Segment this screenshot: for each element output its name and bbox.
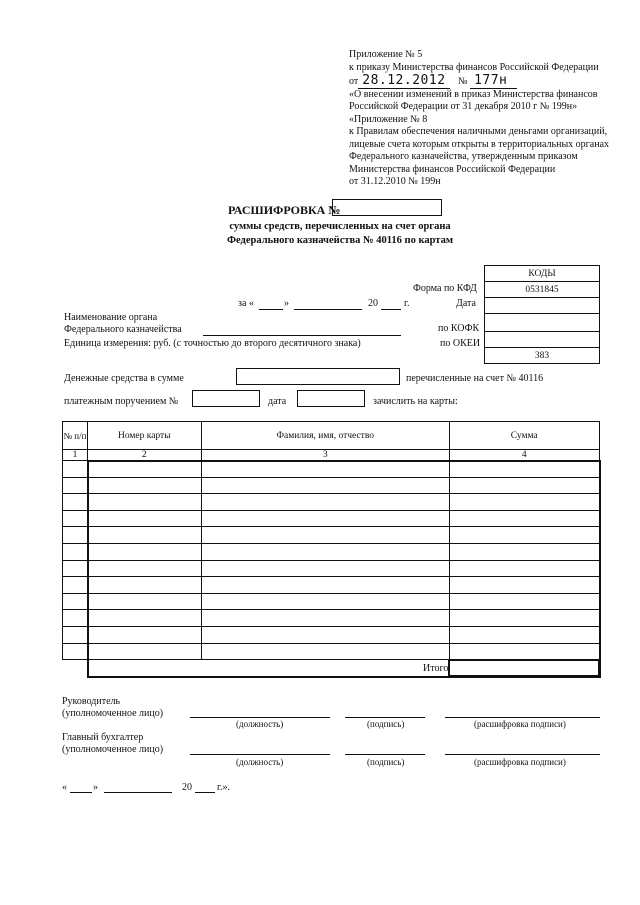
- appendix-line: Приложение № 5: [349, 49, 423, 60]
- acc-position-field[interactable]: [190, 754, 330, 755]
- row-number-cell[interactable]: [63, 461, 88, 478]
- col-number-3: 3: [201, 450, 449, 461]
- row-number-cell[interactable]: [63, 510, 88, 527]
- head-signature-caption: (подпись): [367, 719, 405, 729]
- title-sub2: Федерального казначейства № 40116 по картам: [227, 235, 453, 246]
- row-number-cell[interactable]: [63, 477, 88, 494]
- col-header-sum: Сумма: [449, 422, 599, 450]
- col-number-1: 1: [63, 450, 88, 461]
- head-position-caption: (должность): [236, 719, 284, 729]
- payment-date-field[interactable]: [297, 390, 365, 407]
- header-line: к Правилам обеспечения наличными деньгами организаций,: [349, 126, 608, 137]
- account-label: перечисленные на счет № 40116: [406, 373, 544, 384]
- header-line: Министерства финансов Российской Федерации: [349, 164, 556, 175]
- okei-code: 383: [485, 348, 600, 364]
- head-position-field[interactable]: [190, 717, 330, 718]
- footer-year-field[interactable]: [195, 792, 215, 793]
- col-header-card: Номер карты: [87, 422, 201, 450]
- header-line: от 31.12.2010 № 199н: [349, 176, 441, 187]
- date-label: Дата: [456, 298, 476, 309]
- okei-label: по ОКЕИ: [440, 338, 481, 349]
- acc-label1: Главный бухгалтер: [62, 732, 144, 743]
- row-number-cell[interactable]: [63, 560, 88, 577]
- payment-date-label: дата: [268, 396, 287, 407]
- acc-position-caption: (должность): [236, 757, 284, 767]
- day-field[interactable]: [259, 309, 283, 310]
- org-name-label2: Федерального казначейства: [64, 324, 182, 335]
- kofk-label: по КОФК: [438, 323, 480, 334]
- sum-field[interactable]: [236, 368, 400, 385]
- footer-year-prefix: 20: [182, 782, 192, 793]
- table-number-row: [63, 450, 600, 461]
- row-number-cell[interactable]: [63, 527, 88, 544]
- header-line: лицевые счета которым открыты в территориальных органах: [349, 139, 610, 150]
- order-prefix: от: [349, 76, 359, 87]
- col-header-number: № п/п: [63, 422, 88, 450]
- kofk-code-cell[interactable]: [485, 332, 600, 348]
- order-date: 28.12.2012: [358, 73, 449, 89]
- period-close-quote: »: [284, 298, 289, 309]
- row-number-cell[interactable]: [63, 643, 88, 660]
- unit-label: Единица измерения: руб. (с точностью до второго десятичного знака): [64, 338, 361, 349]
- order-line: к приказу Министерства финансов Российской Федерации: [349, 62, 599, 73]
- row-number-cell[interactable]: [63, 543, 88, 560]
- period-za: за «: [238, 298, 254, 309]
- row-number-cell[interactable]: [63, 494, 88, 511]
- document-title: РАСШИФРОВКА №: [228, 203, 341, 217]
- month-field[interactable]: [294, 309, 362, 310]
- col-number-4: 4: [449, 450, 599, 461]
- order-date-row: [349, 73, 517, 88]
- row-number-cell[interactable]: [63, 593, 88, 610]
- footer-open-quote: «: [62, 782, 67, 793]
- year-field[interactable]: [381, 309, 401, 310]
- col-number-2: 2: [87, 450, 201, 461]
- acc-signature-caption: (подпись): [367, 757, 405, 767]
- decoding-number-field[interactable]: [332, 199, 442, 216]
- kfd-code: 0531845: [485, 282, 600, 298]
- period-g: г.: [404, 298, 410, 309]
- col-header-name: Фамилия, имя, отчество: [201, 422, 449, 450]
- payment-order-field[interactable]: [192, 390, 260, 407]
- codes-table: [484, 265, 600, 364]
- head-label2: (уполномоченное лицо): [62, 708, 164, 719]
- head-decoding-field[interactable]: [445, 717, 600, 718]
- head-decoding-caption: (расшифровка подписи): [474, 719, 566, 729]
- cards-label: зачислить на карты:: [373, 396, 458, 407]
- org-name-field[interactable]: [203, 335, 401, 336]
- footer-close-quote: »: [93, 782, 98, 793]
- footer-g: г.».: [217, 782, 230, 793]
- header-line: Федерального казначейства, утвержденным приказом: [349, 151, 578, 162]
- title-sub1: суммы средств, перечисленных на счет органа: [229, 221, 451, 232]
- head-label1: Руководитель: [62, 696, 121, 707]
- acc-decoding-caption: (расшифровка подписи): [474, 757, 566, 767]
- blank-code-cell[interactable]: [485, 314, 600, 332]
- table-header-row: [63, 422, 600, 450]
- head-signature-field[interactable]: [345, 717, 425, 718]
- sum-label: Денежные средства в сумме: [64, 373, 184, 384]
- footer-month-field[interactable]: [104, 792, 172, 793]
- org-name-label1: Наименование органа: [64, 312, 158, 323]
- period-year-prefix: 20: [368, 298, 378, 309]
- data-area-frame: [87, 460, 601, 678]
- payment-order-label: платежным поручением №: [64, 396, 179, 407]
- codes-header: КОДЫ: [485, 266, 600, 282]
- total-label: Итого: [423, 663, 449, 674]
- acc-decoding-field[interactable]: [445, 754, 600, 755]
- order-num-prefix: №: [458, 76, 468, 87]
- header-line: «Приложение № 8: [349, 114, 428, 125]
- acc-label2: (уполномоченное лицо): [62, 744, 164, 755]
- kfd-label: Форма по КФД: [413, 283, 477, 294]
- footer-day-field[interactable]: [70, 792, 92, 793]
- acc-signature-field[interactable]: [345, 754, 425, 755]
- date-code-cell[interactable]: [485, 298, 600, 314]
- order-number: 177н: [470, 73, 517, 89]
- header-line: Российской Федерации от 31 декабря 2010 г № 199н»: [349, 101, 578, 112]
- row-number-cell[interactable]: [63, 577, 88, 594]
- header-line: «О внесении изменений в приказ Министерства финансов: [349, 89, 598, 100]
- row-number-cell[interactable]: [63, 626, 88, 643]
- row-number-cell[interactable]: [63, 610, 88, 627]
